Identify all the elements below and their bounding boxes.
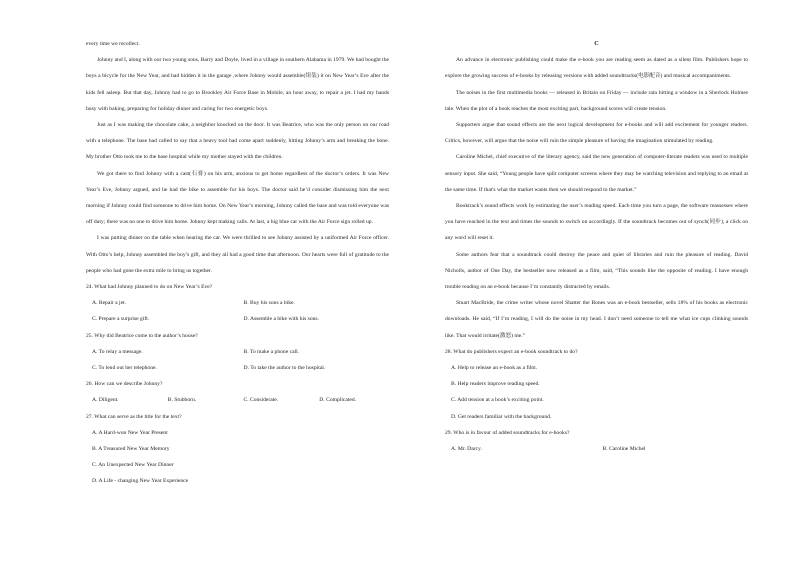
question-stem: 24. What had Johnny planned to do on New Year’s Eve? [86,284,213,291]
question-block [86,376,389,408]
right-passage [445,52,748,344]
answer-option: B. Stubborn. [167,397,197,404]
options [445,360,748,425]
answer-option: D. Get readers familiar with the background. [451,413,552,420]
options [86,425,389,490]
question-block [445,344,748,425]
answer-option: B. Caroline Michel [602,446,646,453]
right-column [445,36,748,457]
paragraph: Stuart MacBride, the crime writer whose novel Shatter the Bones was an e-book bestseller, sells 18% of his books as electronic downloads. He said, “If I’m reading, I will do the noise in my head. I don’t need someone to tell me what ice cups clinking sounds like. That would irritate(激怒) me.” [445,300,748,339]
answer-option: A. Mr. Darcy. [451,446,482,453]
answer-option: A. To relay a message. [92,348,143,355]
right-questions [445,344,748,457]
question-block [86,279,389,328]
answer-option: A. Repair a jet. [92,300,127,307]
question-stem: 28. What do publishers expect an e-book soundtrack to do? [445,348,578,355]
answer-option: D. To take the author to the hospital. [243,365,326,372]
left-passage [86,36,389,279]
answer-option: C. Considerate. [243,397,279,404]
answer-option: A. Diligent. [92,397,119,404]
question-stem: 29. Who is in favour of added soundtracks for e-books? [445,429,570,436]
paragraph: every time we recollect. [86,41,140,47]
paragraph: The noises in the first multimedia books — released in Britain on Friday — include rain hitting a window in a Sherlock Holmes tale. When the plot of a book reaches the most exciting part, background scores will create tension. [445,89,748,112]
question-stem: 26. How can we describe Johnny? [86,381,163,388]
question-stem: 25. Why did Beatrice come to the author’s house? [86,332,198,339]
answer-option: D. A Life - changing New Year Experience [92,478,189,485]
left-column [86,36,389,490]
answer-option: D. Complicated. [319,397,357,404]
paragraph: I was putting dinner on the table when hearing the car. We were thrilled to see Johnny assisted by a uniformed Air Force officer. With Otto’s help, Johnny assembled the boy’s gift, and they all had a good time that afternoon. Our hearts were full of gratitude to the people who had gone the extra mile to bring us together. [86,235,389,274]
question-block [86,409,389,490]
answer-option: B. A Treasured New Year Memory [92,446,170,453]
question-block [445,425,748,457]
answer-option: D. Assemble a bike with his sons. [243,316,320,323]
answer-option: A. A Hard-won New Year Present [92,429,168,436]
answer-option: B. Help readers improve reading speed. [451,381,540,388]
answer-option: C. Prepare a surprise gift. [92,316,150,323]
question-stem: 27. What can serve as the title for the text? [86,413,182,420]
answer-option: C. To lend out her telephone. [92,365,157,372]
paragraph: Johnny and I, along with our two young sons, Barry and Doyle, lived in a village in southern Alabama in 1979. We had bought the boys a bicycle for the New Year, and had hidden it in the garage ,where Johnny would assemble(组装) it on New Year’s Eve after the kids fell asleep. But that day, Johnny had to go to Brookley Air Force Base in Mobile, an hour away, to repair a jet. I had my hands busy with baking, preparing for holiday dinner and caring for two energetic boys. [86,57,389,112]
paragraph: Some authors fear that a soundtrack could destroy the peace and quiet of libraries and ruin the pleasure of reading. David Nicholls, author of One Day, the bestseller now released as a film, said, “This sounds like the opposite of reading. I have enough trouble reading on an e-book because I’m constantly distracted by emails. [445,251,748,291]
options [86,295,389,327]
answer-option: C. An Unexpected New Year Dinner [92,462,174,469]
paragraph: Just as I was making the chocolate cake, a neighbor knocked on the door. It was Beatrice, who was the only person on our road with a telephone. The base had called to say that a heavy tool had come apart suddenly, hitting Johnny’s arm and breaking the bone. My brother Otto took me to the base hospital while my mother stayed with the children. [86,122,389,161]
paragraph: Booktrack’s sound effects work by estimating the user’s reading speed. Each time you turn a page, the software reassesses where you have reached in the text and times the sounds to switch on accordingly. If the soundtrack becomes out of synch(同步), a click on any word will reset it. [445,203,748,242]
paragraph: We got there to find Johnny with a cast(石膏) on his arm, anxious to get home regardless of the doctor’s orders. It was New Year’s Eve, Johnny argued, and he had the bike to assemble for his boys. The doctor said he’d consider dismissing him the next morning if Johnny could find someone to drive him home. On New Year’s morning, Johnny called the base and was told everyone was off duty; there was no one to drive him home. Johnny kept making calls. At last, a big blue car with the Air Force sign rolled up. [86,170,389,226]
answer-option: B. Buy his sons a bike. [243,300,295,307]
left-questions [86,279,389,490]
answer-option: A. Help to release an e-book as a film. [451,365,538,372]
question-block [86,328,389,377]
section-title: C [594,40,599,47]
answer-option: B. To make a phone call. [243,348,300,355]
answer-option: C. Add tension at a book’s exciting point. [451,397,544,404]
options [445,441,748,457]
paragraph: An advance in electronic publishing could make the e-book you are reading seem as dated as a silent film. Publishers hope to explore the growing success of e-books by releasing versions with added soundtracks(电影配音) and musical accompaniments. [445,57,748,80]
paragraph: Caroline Michel, chief executive of the literary agency, said the new generation of computer-literate readers was used to multiple sensory input. She said, “Young people have split computer screens where they may be watching television and replying to an email at the same time. If that's what the market wants then we should respond to the market.” [445,154,748,193]
options [86,392,389,408]
options [86,344,389,376]
paragraph: Supporters argue that sound effects are the next logical development for e-books and will add excitement for younger readers. Critics, however, will argue that the noise will ruin the simple pleasure of having the imagination stimulated by reading. [445,122,748,145]
